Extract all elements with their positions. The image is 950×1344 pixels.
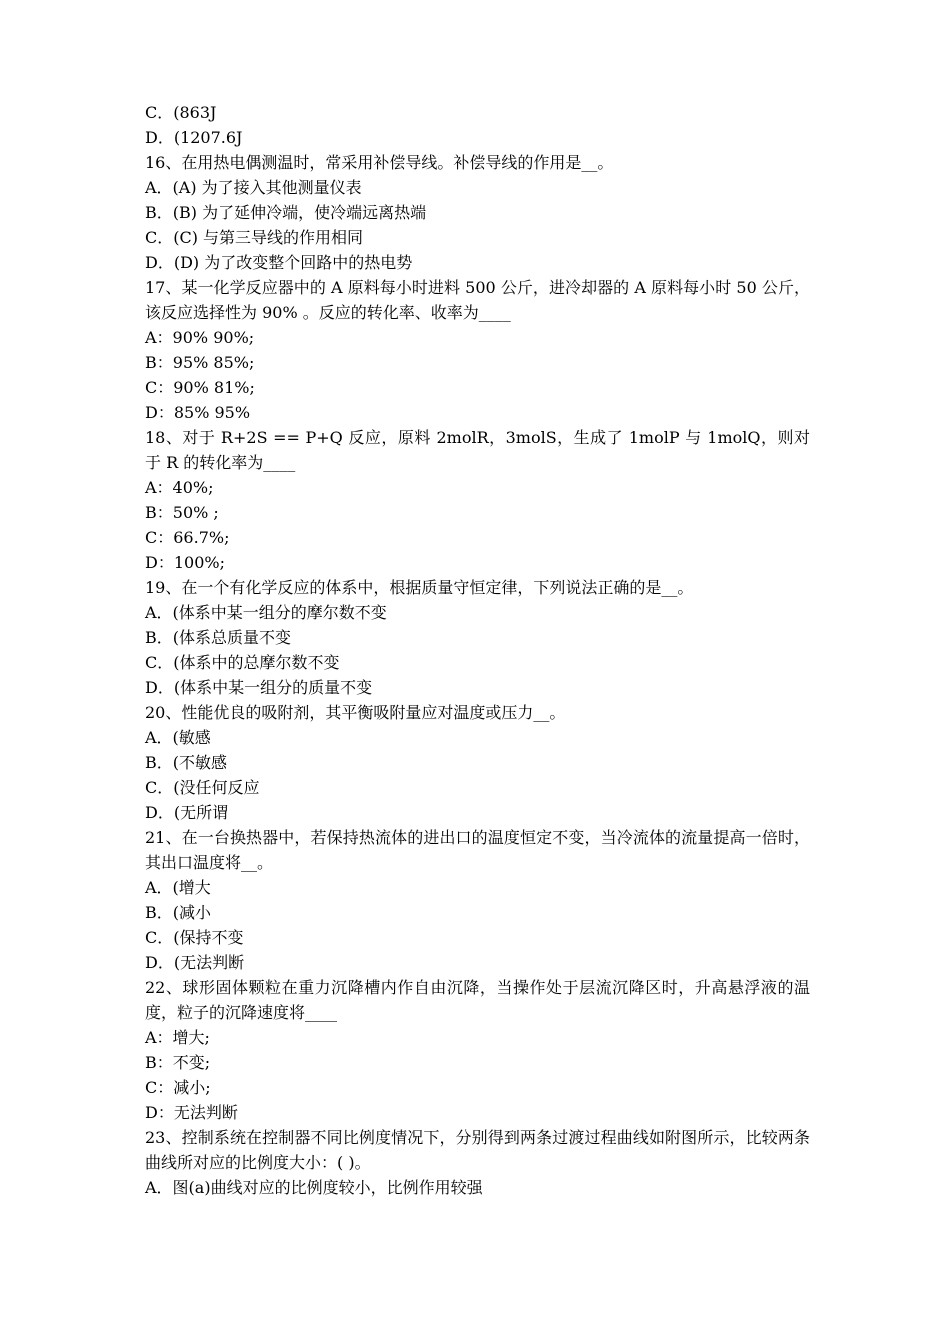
option-a-q21: A．(增大 <box>145 878 211 897</box>
option-d-q20: D．(无所谓 <box>145 803 229 822</box>
question-20: 20、性能优良的吸附剂，其平衡吸附量应对温度或压力__。 <box>145 703 566 722</box>
option-b-q22: B：不变; <box>145 1053 211 1072</box>
question-16: 16、在用热电偶测温时，常采用补偿导线。补偿导线的作用是__。 <box>145 153 614 172</box>
option-d-q21: D．(无法判断 <box>145 953 245 972</box>
option-c-q15: C．(863J <box>145 103 217 122</box>
option-b-q17: B：95% 85%; <box>145 353 255 372</box>
option-c-q18: C：66.7%; <box>145 528 230 547</box>
option-d-q15: D．(1207.6J <box>145 128 243 147</box>
question-21: 21、在一台换热器中，若保持热流体的进出口的温度恒定不变，当冷流体的流量提高一倍时，其出口温度将__。 <box>145 828 810 872</box>
option-b-q19: B．(体系总质量不变 <box>145 628 292 647</box>
option-d-q16: D．(D) 为了改变整个回路中的热电势 <box>145 253 413 272</box>
option-a-q23: A．图(a)曲线对应的比例度较小，比例作用较强 <box>145 1178 483 1197</box>
option-b-q20: B．(不敏感 <box>145 753 228 772</box>
question-17: 17、某一化学反应器中的 A 原料每小时进料 500 公斤，进冷却器的 A 原料每小时 50 公斤，该反应选择性为 90% 。反应的转化率、收率为____ <box>145 278 810 322</box>
question-22: 22、球形固体颗粒在重力沉降槽内作自由沉降，当操作处于层流沉降区时，升高悬浮液的温度，粒子的沉降速度将____ <box>145 978 810 1022</box>
option-c-q16: C．(C) 与第三导线的作用相同 <box>145 228 364 247</box>
option-c-q22: C：减小; <box>145 1078 211 1097</box>
option-a-q18: A：40%; <box>145 478 214 497</box>
option-b-q18: B：50% ; <box>145 503 219 522</box>
question-18: 18、对于 R+2S == P+Q 反应，原料 2molR，3molS，生成了 1molP 与 1molQ，则对于 R 的转化率为____ <box>145 428 810 472</box>
option-c-q20: C．(没任何反应 <box>145 778 260 797</box>
option-d-q18: D：100%; <box>145 553 225 572</box>
option-a-q17: A：90% 90%; <box>145 328 255 347</box>
option-a-q20: A．(敏感 <box>145 728 211 747</box>
option-a-q22: A：增大; <box>145 1028 210 1047</box>
question-19: 19、在一个有化学反应的体系中，根据质量守恒定律，下列说法正确的是__。 <box>145 578 694 597</box>
option-d-q22: D：无法判断 <box>145 1103 238 1122</box>
question-23: 23、控制系统在控制器不同比例度情况下，分别得到两条过渡过程曲线如附图所示，比较两条曲线所对应的比例度大小：( )。 <box>145 1128 810 1172</box>
option-b-q16: B．(B) 为了延伸冷端，使冷端远离热端 <box>145 203 427 222</box>
option-a-q16: A．(A) 为了接入其他测量仪表 <box>145 178 362 197</box>
option-a-q19: A．(体系中某一组分的摩尔数不变 <box>145 603 387 622</box>
option-c-q19: C．(体系中的总摩尔数不变 <box>145 653 340 672</box>
option-d-q17: D：85% 95% <box>145 403 251 422</box>
option-b-q21: B．(减小 <box>145 903 212 922</box>
option-c-q17: C：90% 81%; <box>145 378 255 397</box>
option-d-q19: D．(体系中某一组分的质量不变 <box>145 678 373 697</box>
option-c-q21: C．(保持不变 <box>145 928 244 947</box>
document-body <box>145 100 810 1200</box>
